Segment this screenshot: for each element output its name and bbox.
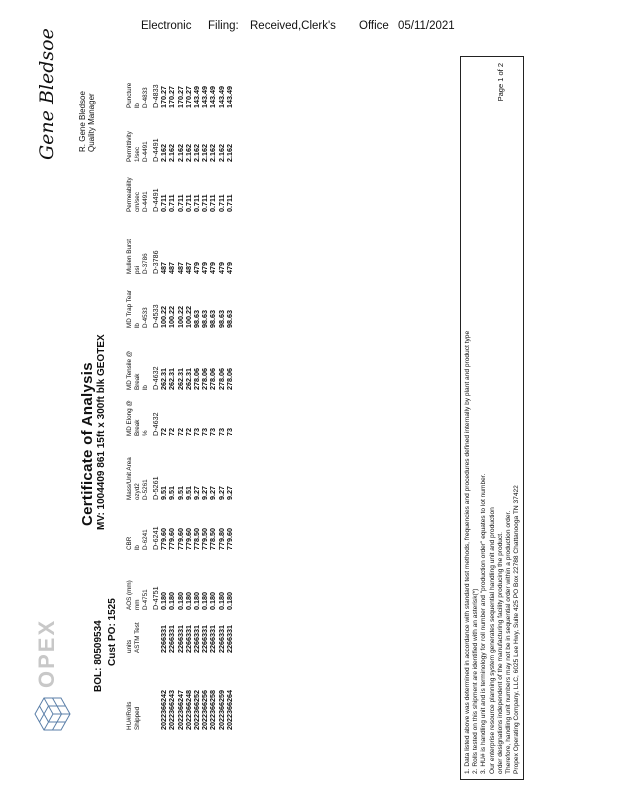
- table-cell: 479: [200, 262, 210, 274]
- table-cell: 2022366258: [208, 690, 218, 730]
- table-cell: 278.06: [208, 368, 218, 390]
- table-cell: 779.80: [216, 528, 226, 550]
- table-cell: 479: [208, 262, 218, 274]
- table-cell: 0.711: [159, 194, 169, 212]
- table-cell: 9.27: [224, 486, 234, 500]
- table-cell: 2266331: [175, 625, 185, 653]
- table-cell: 98.63: [200, 310, 210, 328]
- table-cell: 479: [224, 262, 234, 274]
- header-office: Office: [359, 20, 389, 32]
- note-line: 2. Rolls tested on this shipment are identified with an asterisk(*): [472, 588, 480, 774]
- table-cell: 262.31: [167, 368, 177, 390]
- table-cell: 100.22: [175, 306, 185, 328]
- table-cell: 72: [175, 428, 185, 436]
- col-header-permittivity: Permittivity 1/sec D-4491: [126, 131, 149, 162]
- table-cell: 487: [175, 262, 185, 274]
- page-number: Page 1 of 2: [496, 63, 505, 102]
- table-cell: 2.162: [175, 144, 185, 162]
- col-header-cbr: CBR lb D-6241: [126, 529, 149, 550]
- table-cell: 278.06: [192, 368, 201, 390]
- table-cell: 2.162: [208, 144, 218, 162]
- table-cell: 2266331: [224, 625, 234, 653]
- header-electronic: Electronic: [141, 20, 192, 32]
- table-cell: 0.180: [175, 592, 185, 610]
- table-test-method-cell: D-4533: [151, 304, 160, 328]
- table-cell: 2022366264: [224, 690, 234, 730]
- table-cell: 143.49: [216, 86, 226, 108]
- table-cell: 73: [200, 428, 210, 436]
- notes-list: [464, 331, 521, 774]
- table-cell: 73: [224, 428, 234, 436]
- table-cell: 98.63: [208, 310, 218, 328]
- note-line: Propex Operating Company, LLC, 6025 Lee Hwy, Suite 425 PO Box 22788 Chattanooga TN 37422: [513, 485, 521, 774]
- table-cell: 779.50: [200, 528, 210, 550]
- document-subtitle: MV: 1004409 861 15ft x 300ft blk GEOTEX: [96, 334, 107, 530]
- table-cell: 2266331: [216, 625, 226, 653]
- table-cell: 73: [216, 428, 226, 436]
- table-cell: 2.162: [167, 144, 177, 162]
- table-cell: 143.49: [224, 86, 234, 108]
- table-cell: 778.50: [192, 528, 201, 550]
- note-line: Our enterprise resource planning system generates sequential handling unit and production: [488, 507, 496, 774]
- table-cell: 2.162: [200, 144, 210, 162]
- col-header-permeability: Permeability cm/sec D-4491: [126, 177, 149, 212]
- table-cell: 779.60: [224, 528, 234, 550]
- signatory-name: R. Gene Bledsoe: [78, 91, 87, 152]
- table-cell: 278.06: [200, 368, 210, 390]
- cust-po: Cust PO: 1525: [107, 598, 118, 666]
- table-test-method-cell: D-6241: [151, 526, 160, 550]
- table-cell: 9.27: [192, 486, 201, 500]
- table-test-method-cell: D-4632: [151, 412, 160, 436]
- table-cell: 2022366256: [200, 690, 210, 730]
- table-cell: 170.27: [159, 86, 169, 108]
- table-cell: 9.51: [183, 486, 193, 500]
- table-cell: 2022366248: [183, 690, 193, 730]
- table-cell: 98.63: [216, 310, 226, 328]
- table-cell: 2.162: [224, 144, 234, 162]
- signature-script: Gene Bledsoe: [36, 28, 58, 160]
- table-test-method-cell: D-4491: [151, 188, 160, 212]
- note-line: Therefore, handling unit numbers may not be in sequential order within a production order.: [505, 510, 513, 774]
- table-cell: 9.27: [200, 486, 210, 500]
- table-cell: 2.162: [159, 144, 169, 162]
- table-cell: 98.63: [192, 310, 201, 328]
- table-cell: 2266331: [208, 625, 218, 653]
- table-test-method-cell: D-4833: [151, 84, 160, 108]
- table-cell: 143.49: [192, 86, 201, 108]
- header-date: 05/11/2021: [398, 20, 455, 32]
- table-cell: 2.162: [192, 144, 201, 162]
- table-cell: 778.50: [208, 528, 218, 550]
- signatory-block: [78, 91, 96, 152]
- table-cell: 479: [216, 262, 226, 274]
- table-cell: 0.711: [167, 194, 177, 212]
- table-cell: 73: [208, 428, 218, 436]
- table-cell: 0.180: [216, 592, 226, 610]
- table-cell: 2022366243: [167, 690, 177, 730]
- table-cell: 98.63: [224, 310, 234, 328]
- col-header-units: units ASTM Test: [126, 622, 141, 653]
- table-cell: 2266331: [200, 625, 210, 653]
- table-test-method-cell: D-5261: [151, 476, 160, 500]
- col-header-puncture: Puncture lb D-4833: [126, 82, 149, 108]
- table-cell: 2022366252: [192, 690, 201, 730]
- table-cell: 262.31: [175, 368, 185, 390]
- table-cell: 100.22: [159, 306, 169, 328]
- signatory-role: Quality Manager: [87, 93, 96, 152]
- table-cell: 72: [159, 428, 169, 436]
- note-line: 1. Data listed above was determined in accordance with standard test methods, frequencies and procedures defined internally by plant and product type: [464, 330, 471, 774]
- table-cell: 2022366242: [159, 690, 169, 730]
- table-cell: 0.180: [208, 592, 218, 610]
- col-header-elong: MD Elong @ Break %: [126, 400, 149, 436]
- table-test-method-cell: D-4632: [151, 366, 160, 390]
- table-cell: 2022366247: [175, 690, 185, 730]
- table-cell: 170.27: [183, 86, 193, 108]
- table-cell: 0.180: [200, 592, 210, 610]
- table-cell: 2266331: [167, 625, 177, 653]
- table-cell: 479: [192, 262, 201, 274]
- table-cell: 0.180: [224, 592, 234, 610]
- company-logo: [32, 694, 72, 734]
- table-cell: 143.49: [200, 86, 210, 108]
- logo-text: OPEX: [34, 618, 59, 688]
- table-cell: 0.711: [200, 194, 210, 212]
- col-header-trap-tear: MD Trap Tear lb D-4533: [126, 289, 149, 328]
- table-cell: 0.711: [175, 194, 185, 212]
- table-cell: 170.27: [167, 86, 177, 108]
- col-header-aos: AOS (mm) mm D-4751: [126, 580, 149, 610]
- table-cell: 262.31: [159, 368, 169, 390]
- table-cell: 72: [183, 428, 193, 436]
- table-cell: 2266331: [183, 625, 193, 653]
- table-cell: 9.51: [175, 486, 185, 500]
- table-cell: 2022366259: [216, 690, 226, 730]
- table-cell: 73: [192, 428, 201, 436]
- logo-cube-icon: [32, 694, 72, 734]
- col-header-mass: Mass/Unit Area ozyd2 D-5261: [126, 457, 149, 500]
- table-cell: 100.22: [167, 306, 177, 328]
- table-cell: 170.27: [175, 86, 185, 108]
- table-cell: 487: [167, 262, 177, 274]
- table-cell: 2.162: [183, 144, 193, 162]
- bol-number: BOL: 80509534: [93, 620, 104, 692]
- document-title: Certificate of Analysis: [79, 362, 96, 526]
- table-cell: 779.60: [167, 528, 177, 550]
- table-cell: 9.51: [167, 486, 177, 500]
- table-cell: 0.711: [183, 194, 193, 212]
- table-cell: 143.49: [208, 86, 218, 108]
- col-header-mullen: Mullen Burst psi D-3786: [126, 239, 149, 274]
- header-filing: Filing:: [208, 20, 239, 32]
- table-cell: 487: [183, 262, 193, 274]
- table-cell: 0.711: [216, 194, 226, 212]
- table-cell: 262.31: [183, 368, 193, 390]
- col-header-tensile: MD Tensile @ Break lb: [126, 350, 149, 390]
- table-cell: 779.60: [159, 528, 169, 550]
- table-cell: 0.180: [183, 592, 193, 610]
- table-cell: 0.180: [167, 592, 177, 610]
- table-cell: 72: [167, 428, 177, 436]
- table-cell: 9.51: [159, 486, 169, 500]
- table-cell: 0.180: [159, 592, 169, 610]
- table-cell: 779.60: [175, 528, 185, 550]
- table-cell: 0.711: [192, 194, 201, 212]
- table-cell: 487: [159, 262, 169, 274]
- table-cell: 2266331: [192, 625, 201, 653]
- table-cell: 2266331: [159, 625, 169, 653]
- table-cell: 0.180: [192, 592, 201, 610]
- table-cell: 9.27: [216, 486, 226, 500]
- table-test-method-cell: D-3786: [151, 250, 160, 274]
- note-line: order designations independent of the manufacturing facility producing the product.: [496, 532, 504, 774]
- table-cell: 0.711: [208, 194, 218, 212]
- table-cell: 278.06: [224, 368, 234, 390]
- header-received: Received,Clerk's: [250, 20, 336, 32]
- table-test-method-cell: D-4491: [151, 138, 160, 162]
- table-cell: 9.27: [208, 486, 218, 500]
- note-line: 3. HU# is handling unit and is terminology for roll number and "production order" equates to lot number.: [480, 473, 488, 774]
- table-test-method-cell: D-4751: [151, 586, 160, 610]
- table-cell: 779.60: [183, 528, 193, 550]
- table-cell: 278.06: [216, 368, 226, 390]
- table-cell: 2.162: [216, 144, 226, 162]
- col-header-hu: HU#/Rolls Shipped: [126, 701, 141, 730]
- table-cell: 100.22: [183, 306, 193, 328]
- notes-box: [460, 56, 524, 780]
- table-cell: 0.711: [224, 194, 234, 212]
